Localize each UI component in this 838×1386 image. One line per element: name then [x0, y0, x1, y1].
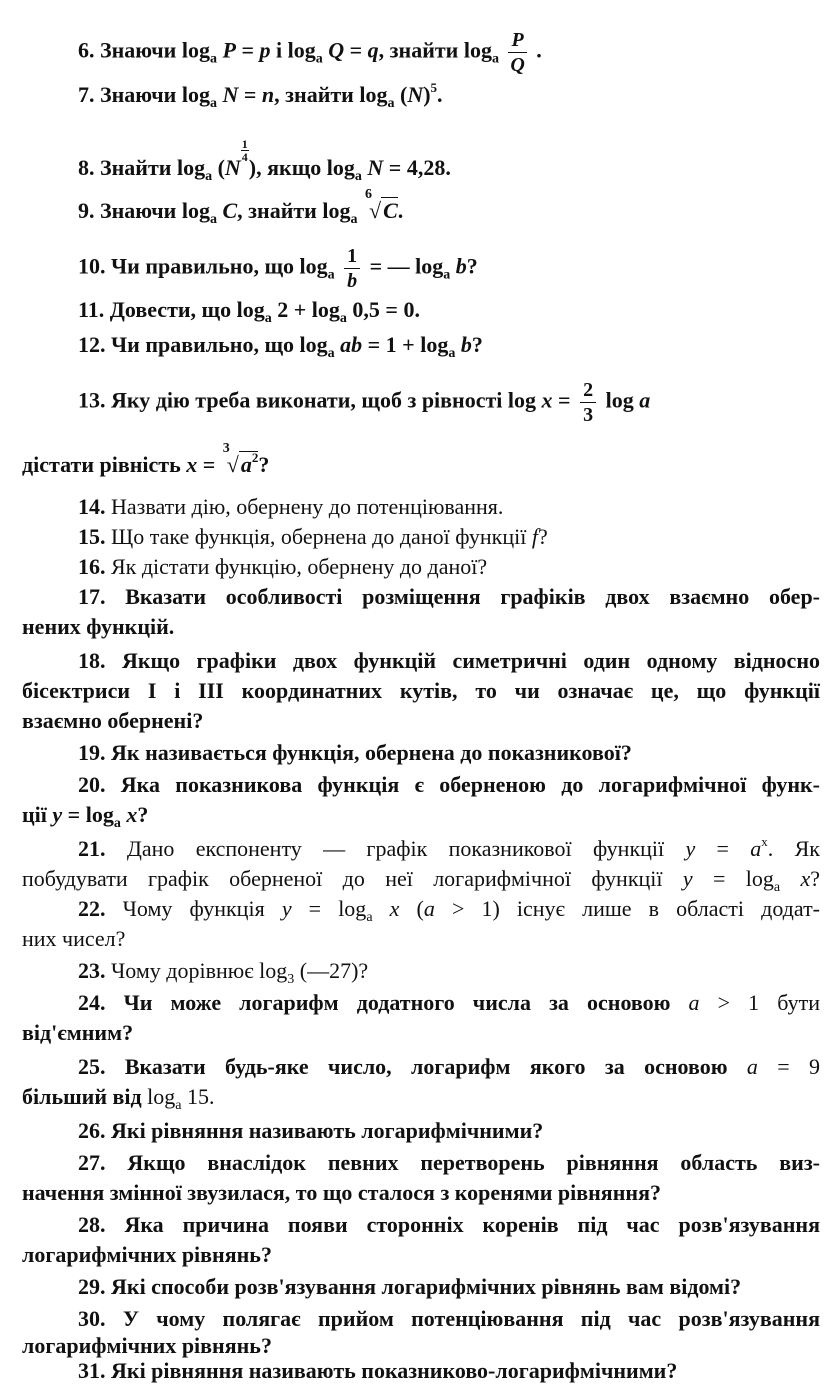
problem-number: 25. — [78, 1054, 106, 1079]
problem-21: 21. Дано експоненту — графік показникової функції $y = a^x$. Як — [78, 834, 820, 861]
problem-number: 9. — [78, 198, 95, 223]
problem-27: 27. Якщо внаслідок певних перетворень рівняння область виз- — [78, 1150, 821, 1175]
problem-number: 22. — [78, 896, 106, 921]
problem-number: 29. — [78, 1274, 106, 1299]
fraction: $\frac{2}{3}$ — [580, 380, 596, 425]
problem-number: 28. — [78, 1212, 106, 1237]
problem-15: 15. Що таке функція, обернена до даної функції f? — [78, 524, 548, 549]
problem-number: 15. — [78, 524, 106, 549]
problem-number: 10. — [78, 253, 106, 279]
problem-number: 23. — [78, 958, 106, 983]
problem-20-cont: ції $y = \log_a x$? — [22, 802, 149, 831]
problem-16: 16. Як дістати функцію, обернену до даної? — [78, 554, 488, 579]
problem-10: 10. Чи правильно, що $\log_a$ $\frac{1}{b}$ = — $\log_a b$? — [78, 245, 478, 292]
problem-17: 17. Вказати особливості розміщення графіків двох взаємно обер- — [78, 584, 821, 609]
problem-number: 16. — [78, 554, 106, 579]
problem-20: 20. Яка показникова функція є оберненою до логарифмічної функ- — [78, 772, 820, 797]
radical: 3 $√a^2$ — [222, 441, 259, 477]
problem-number: 27. — [78, 1150, 106, 1175]
problem-7: 7. Знаючи $\log_a N = n$, знайти $\log_a (N)^5$. — [78, 80, 443, 111]
problem-13: 13. Яку дію треба виконати, щоб з рівності log x = $\frac{2}{3}$ log a — [78, 379, 651, 426]
problem-18-cont2: взаємно обернені? — [22, 708, 204, 733]
problem-24-cont: від'ємним? — [22, 1020, 134, 1045]
problem-number: 19. — [78, 740, 106, 765]
problem-9: 9. Знаючи $\log_a C$, знайти $\log_a$ 6 √C. — [78, 187, 404, 227]
problem-27-cont: начення змінної звузилася, то що сталося з коренями рівняння? — [22, 1180, 661, 1205]
problem-24: 24. Чи може логарифм додатного числа за основою a > 1 бути — [78, 990, 820, 1015]
problem-6: 6. Знаючи $\log_a P = p$ і $\log_a Q = q$, знайти $\log_a$ $\frac{P}{Q}$ . — [78, 29, 542, 76]
problem-18: 18. Якщо графіки двох функцій симетричні один одному відносно — [78, 648, 821, 673]
problem-26: 26. Які рівняння називають логарифмічними? — [78, 1118, 544, 1143]
problem-18-cont: бісектриси І і ІІІ координатних кутів, то чи означає це, що функції — [22, 678, 820, 703]
problem-8: 8. Знайти $\log_a (N$ $\frac{1}{4}$ ), якщо $\log_a N = 4,28$. — [78, 137, 451, 184]
problem-31: 31. Які рівняння називають показниково-логарифмічними? — [78, 1358, 678, 1383]
problem-number: 13. — [78, 387, 106, 413]
problem-30-cont: логарифмічних рівнянь? — [22, 1333, 272, 1358]
problem-number: 24. — [78, 990, 106, 1015]
problem-number: 6. — [78, 37, 95, 63]
problem-30: 30. У чому полягає прийом потенціювання під час розв'язування — [78, 1306, 820, 1331]
problem-17-cont: нених функцій. — [22, 614, 175, 639]
problem-number: 12. — [78, 332, 106, 357]
problem-22-cont: них чисел? — [22, 926, 126, 951]
fraction: $\frac{1}{b}$ — [344, 246, 360, 291]
problem-29: 29. Які способи розв'язування логарифмічних рівнянь вам відомі? — [78, 1274, 742, 1299]
problem-number: 7. — [78, 82, 95, 107]
problem-number: 31. — [78, 1358, 106, 1383]
problem-number: 8. — [78, 155, 95, 180]
problem-number: 26. — [78, 1118, 106, 1143]
radical: 6 √C — [364, 187, 398, 223]
problem-number: 30. — [78, 1306, 106, 1331]
problem-23: 23. Чому дорівнює $\log_3$ (—27)? — [78, 958, 369, 987]
exponent-fraction: $\frac{1}{4}$ — [241, 137, 248, 164]
problem-13-cont: дістати рівність x = 3 $√a^2$? — [22, 450, 820, 480]
problem-25: 25. Вказати будь-яке число, логарифм якого за основою a = 9 — [78, 1054, 821, 1079]
problem-11: 11. Довести, що $\log_a 2 + \log_a 0,5 = 0$. — [78, 297, 420, 326]
problem-number: 17. — [78, 584, 106, 609]
problem-number: 20. — [78, 772, 106, 797]
problem-12: 12. Чи правильно, що $\log_a$ ab = $1 + \log_a b$? — [78, 332, 483, 361]
problem-22: 22. Чому функція $y = \log_a x$ (a > 1) існує лише в області додат- — [78, 896, 821, 925]
problem-number: 11. — [78, 297, 105, 322]
problem-number: 21. — [78, 836, 106, 861]
problem-number: 18. — [78, 648, 106, 673]
problem-number: 14. — [78, 494, 106, 519]
problem-21-cont: побудувати графік оберненої до неї логарифмічної функції $y = \log_a x$? — [22, 866, 821, 895]
fraction: $\frac{P}{Q}$ — [510, 29, 525, 76]
problem-19: 19. Як називається функція, обернена до показникової? — [78, 740, 632, 765]
problem-25-cont: більший від $\log_a 15$. — [22, 1084, 215, 1113]
problem-28-cont: логарифмічних рівнянь? — [22, 1242, 272, 1267]
problem-28: 28. Яка причина появи сторонніх коренів під час розв'язування — [78, 1212, 820, 1237]
problem-14: 14. Назвати дію, обернену до потенціювання. — [78, 494, 504, 519]
